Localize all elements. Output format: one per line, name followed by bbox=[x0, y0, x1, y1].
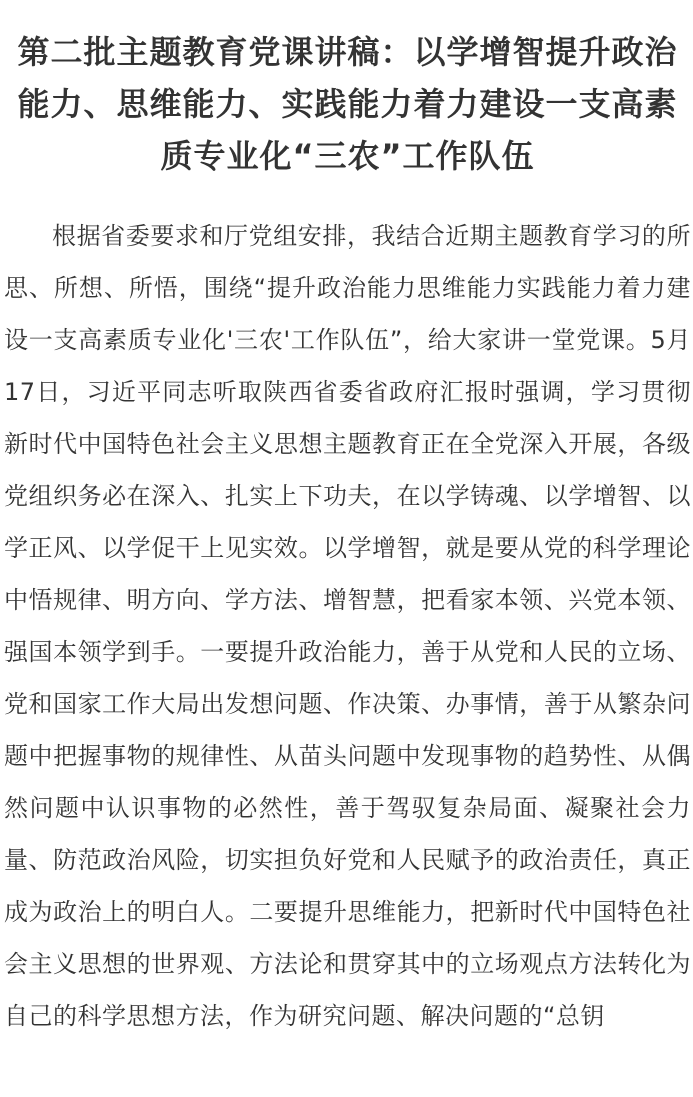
article-paragraph: 根据省委要求和厅党组安排，我结合近期主题教育学习的所思、所想、所悟，围绕“提升政治能力思维能力实践能力着力建设一支高素质专业化'三农'工作队伍”，给大家讲一堂党课。5月17日，习近平同志听取陕西省委省政府汇报时强调，学习贯彻新时代中国特色社会主义思想主题教育正在全党深入开展，各级党组织务必在深入、扎实上下功夫，在以学铸魂、以学增智、以学正风、以学促干上见实效。以学增智，就是要从党的科学理论中悟规律、明方向、学方法、增智慧，把看家本领、兴党本领、强国本领学到手。一要提升政治能力，善于从党和人民的立场、党和国家工作大局出发想问题、作决策、办事情，善于从繁杂问题中把握事物的规律性、从苗头问题中发现事物的趋势性、从偶然问题中认识事物的必然性，善于驾驭复杂局面、凝聚社会力量、防范政治风险，切实担负好党和人民赋予的政治责任，真正成为政治上的明白人。二要提升思维能力，把新时代中国特色社会主义思想的世界观、方法论和贯穿其中的立场观点方法转化为自己的科学思想方法，作为研究问题、解决问题的“总钥 bbox=[4, 222, 691, 1030]
article-title: 第二批主题教育党课讲稿：以学增智提升政治能力、思维能力、实践能力着力建设一支高素质专业化“三农”工作队伍 bbox=[17, 33, 678, 175]
